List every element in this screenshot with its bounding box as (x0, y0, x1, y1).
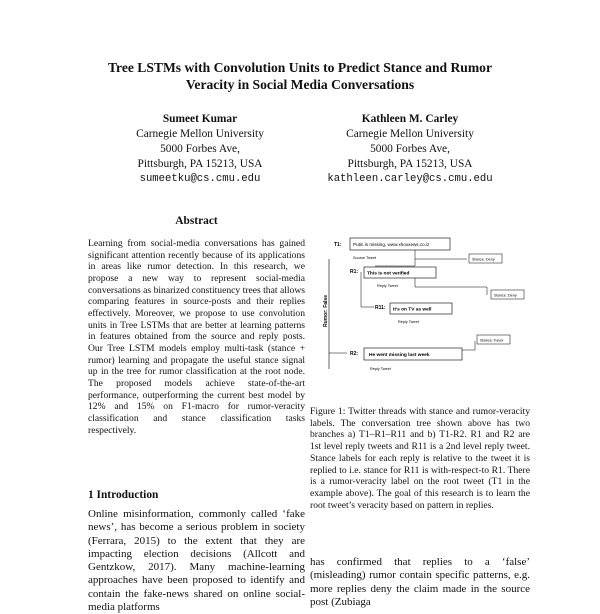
author-block-1 (100, 112, 300, 187)
author-address: 5000 Forbes Ave, (160, 143, 240, 155)
title-line-1: Tree LSTMs with Convolution Units to Predict Stance and Rumor (107, 60, 493, 75)
author-email[interactable]: sumeetku@cs.cmu.edu (139, 173, 261, 185)
author-name: Sumeet Kumar (162, 113, 238, 125)
r11-tweet-text: It's on TV as well (393, 307, 432, 313)
r11-label: R11: (375, 305, 386, 311)
figure-1-caption: Figure 1: Twitter threads with stance and rumor-veracity labels. The conversation tree shown above has two branches a) T1–R1–R11 and b) T1-R2. R1 and R2 are 1st level reply tweets and R11 is a 2nd level reply tweet. Stance labels for each reply is relative to the tweet it is replied to i.e. stance for R11 is with-respect-to R1. There is a rumor-veracity label on the root tweet (T1 in the example above). The goal of this research is to learn the root tweet’s veracity based on pattern in replies. (310, 406, 530, 511)
abstract-heading: Abstract (175, 215, 218, 227)
t1-tweet-text: Putin is missing, www.xhoxxews.co.iz (353, 242, 430, 247)
r2-label: R2: (350, 351, 359, 357)
t1-label: T1: (334, 242, 342, 248)
paper-title (0, 59, 600, 93)
author-address: Pittsburgh, PA 15213, USA (137, 158, 263, 170)
reply-tweet-label-3: Reply Tweet (370, 367, 391, 371)
r1-tweet-text: This is not verified (367, 271, 410, 277)
right-column-text: has confirmed that replies to a ‘false’ (misleading) rumor contain specific patterns, e.g. more replies deny the claim made in the source post (Zubiaga (310, 556, 530, 608)
rumor-veracity-label: Rumor: False (323, 295, 329, 327)
author-address: Pittsburgh, PA 15213, USA (347, 158, 473, 170)
title-line-2: Veracity in Social Media Conversations (185, 77, 415, 92)
section-heading-introduction: 1 Introduction (88, 489, 159, 501)
author-name: Kathleen M. Carley (361, 113, 459, 125)
author-email[interactable]: kathleen.carley@cs.cmu.edu (327, 173, 493, 185)
r2-tweet-text: He went missing last week (369, 353, 430, 358)
stance-deny-2: Stance: Deny (494, 293, 517, 298)
stance-favor: Stance: Favor (480, 338, 504, 343)
author-block-2 (295, 112, 525, 187)
stance-deny-1: Stance: Deny (472, 257, 495, 262)
author-affiliation: Carnegie Mellon University (346, 128, 474, 140)
introduction-text: Online misinformation, commonly called ‘fake news’, has become a serious problem in society (Ferrara, 2015) to the extent that they are impacting election decisions (Allcott and Gentzkow, 2017). Many machine-learning approaches have been proposed to identify and contain the fake-news shared on online social-media platforms (88, 508, 305, 614)
author-address: 5000 Forbes Ave, (370, 143, 450, 155)
reply-tweet-label-2: Reply Tweet (398, 320, 419, 324)
r1-label: R1: (350, 269, 359, 275)
author-affiliation: Carnegie Mellon University (136, 128, 264, 140)
figure-1-conversation-tree (317, 229, 529, 391)
abstract-text: Learning from social-media conversations has gained significant attention recently because of its applications in areas like rumor detection. In this research, we propose a new way to represent social-media conversations as binarized constituency trees that allows comparing features in source-posts and their replies effectively. Moreover, we propose to use convolution units in Tree LSTMs that are better at learning patterns in features obtained from the source and reply posts. Our Tree LSTM models employ multi-task (stance + rumor) learning and propagate the useful stance signal up in the tree for rumor classification at the root node. The proposed models achieve state-of-the-art performance, outperforming the current best model by 12% and 15% on F1-macro for rumor-veracity classification and stance classification tasks respectively. (88, 238, 305, 436)
reply-tweet-label-1: Reply Tweet (377, 284, 398, 288)
source-tweet-label: Source Tweet (353, 256, 377, 260)
